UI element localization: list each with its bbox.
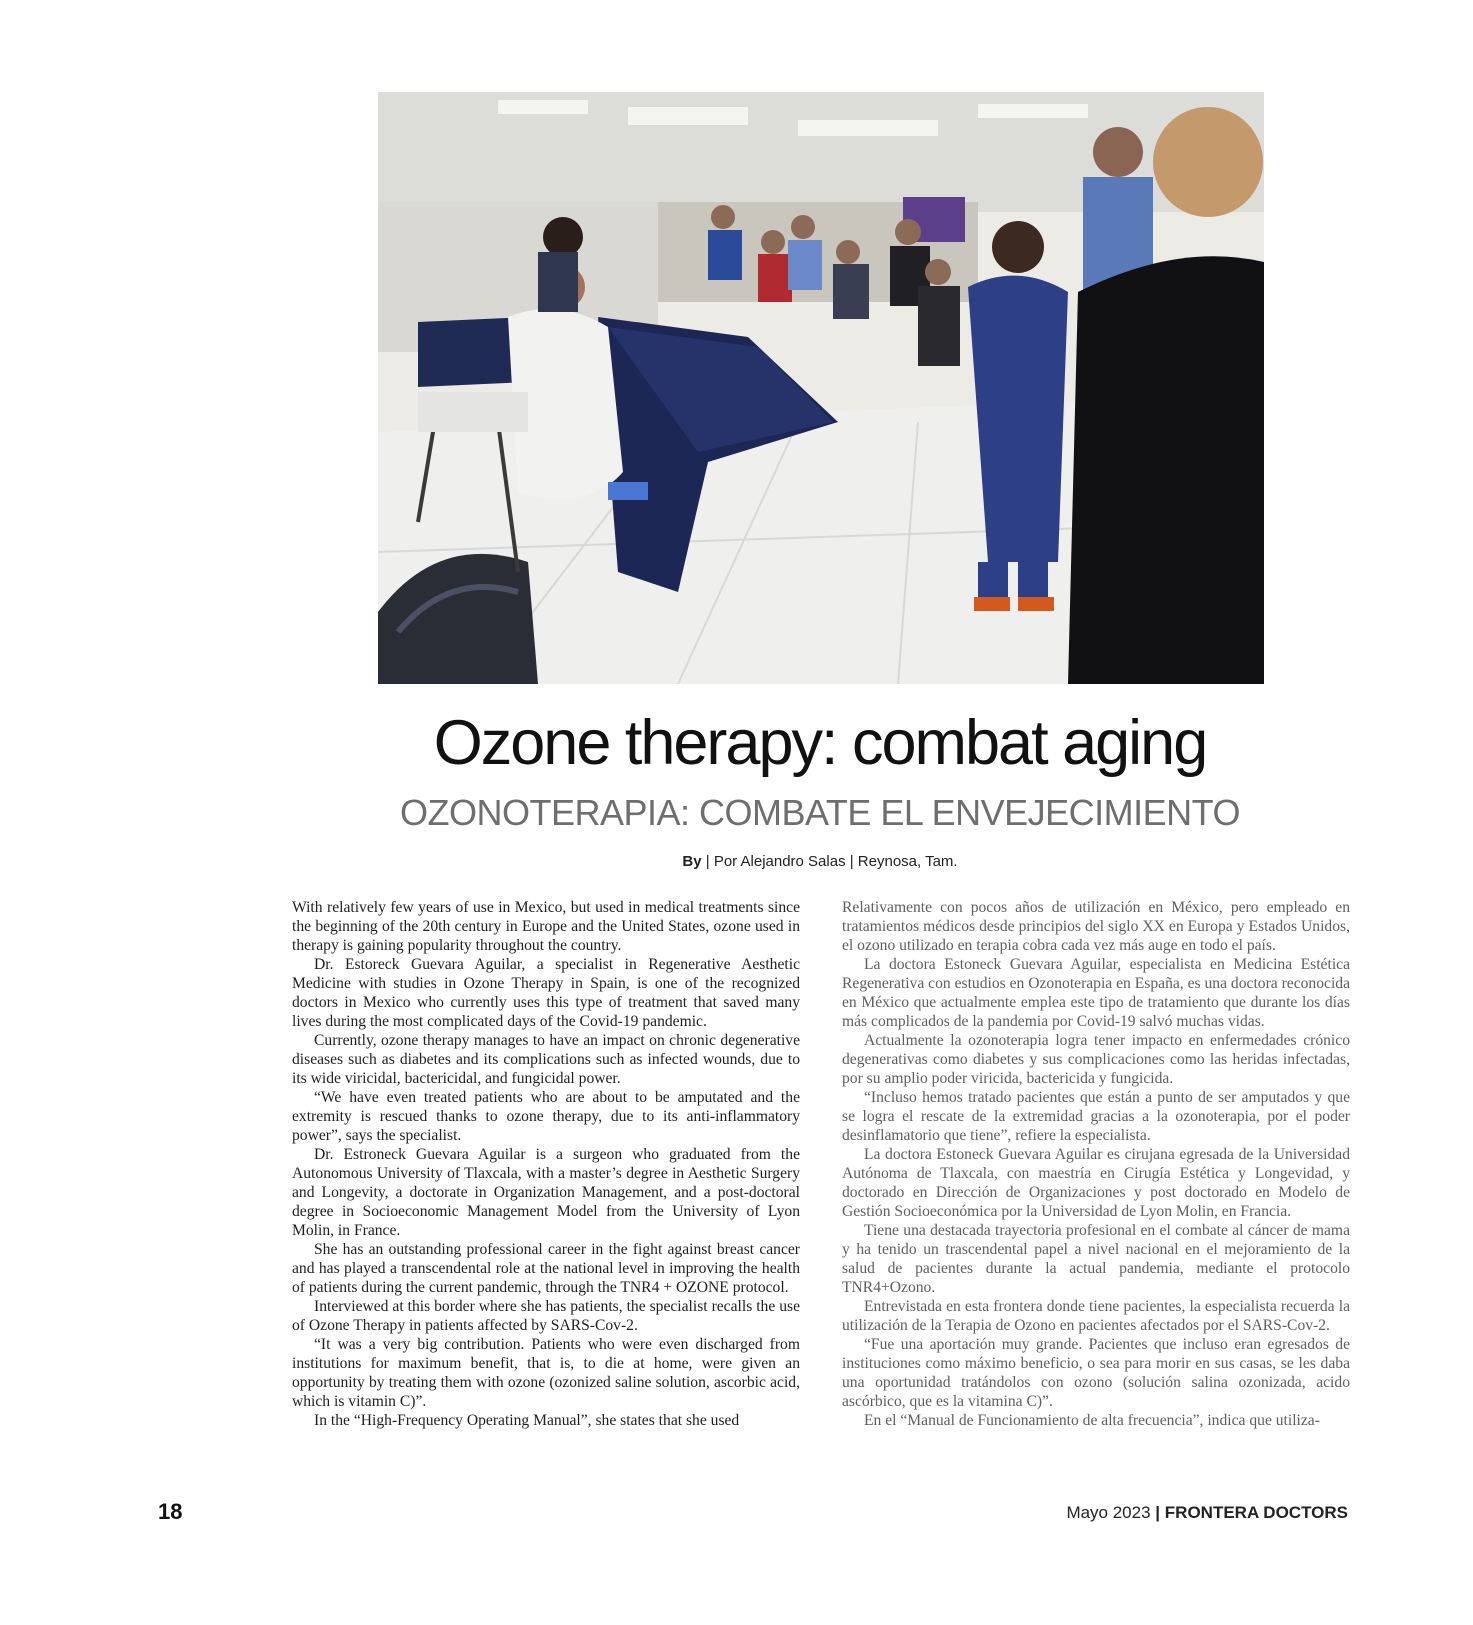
spanish-paragraph: Actualmente la ozonoterapia logra tener impacto en enfermedades crónico degenerativas como diabetes y sus complicaciones como las heridas infectadas, por su amplio poder viricida, bactericida y fungicida. [842,1032,1350,1087]
spanish-paragraph: “Fue una aportación muy grande. Pacientes que incluso eran egresados de instituciones como máximo beneficio, o sea para morir en sus casas, se les daba una oportunidad tratándolos con ozono (solución salina ozonizada, acido ascórbico, que es la vitamina C)”. [842,1336,1350,1410]
english-paragraph: She has an outstanding professional career in the fight against breast cancer and has played a transcendental role at the national level in improving the health of patients during the current pandemic, through the TNR4 + OZONE protocol. [292,1241,800,1296]
english-paragraph: “We have even treated patients who are about to be amputated and the extremity is rescued thanks to ozone therapy, due to its anti-inflammatory power”, says the specialist. [292,1089,800,1144]
footer-folio [1066,1503,1348,1523]
spanish-paragraph: Relativamente con pocos años de utilización en México, pero empleado en tratamientos médicos desde principios del siglo XX en Europa y Estados Unidos, el ozono utilizado en terapia cobra cada vez más auge en todo el país. [842,899,1350,954]
byline-author-location: | Por Alejandro Salas | Reynosa, Tam. [705,853,958,870]
byline [0,853,1473,870]
spanish-paragraph: La doctora Estoneck Guevara Aguilar, especialista en Medicina Estética Regenerativa con estudios en Ozonoterapia en España, es una doctora reconocida en México que actualmente emplea este tipo de tratamiento que durante los días más complicados de la pandemia por Covid-19 salvó muchas vidas. [842,956,1350,1030]
spanish-column [842,898,1350,1430]
english-paragraph: Dr. Estroneck Guevara Aguilar is a surgeon who graduated from the Autonomous University of Tlaxcala, with a master’s degree in Aesthetic Surgery and Longevity, a doctorate in Organization Management, and a post-doctoral degree in Socioeconomic Management Model from the University of Lyon Molin, in France. [292,1146,800,1239]
english-paragraph: Currently, ozone therapy manages to have an impact on chronic degenerative diseases such as diabetes and its complications such as infected wounds, due to its wide viricidal, bactericidal, and fungicidal power. [292,1032,800,1087]
subheadline: OZONOTERAPIA: COMBATE EL ENVEJECIMIENTO [400,792,1240,833]
headline: Ozone therapy: combat aging [433,708,1207,778]
issue-date: Mayo 2023 [1066,1503,1151,1522]
english-paragraph: “It was a very big contribution. Patients who were even discharged from institutions for maximum benefit, that is, to die at home, were given an opportunity by treating them with ozone (ozonized saline solution, ascorbic acid, which is vitamin C)”. [292,1336,800,1410]
byline-by: By [682,853,702,870]
english-paragraph: With relatively few years of use in Mexico, but used in medical treatments since the beginning of the 20th century in Europe and the United States, ozone used in therapy is gaining popularity throughout the country. [292,899,800,954]
photo-icon [378,92,1264,684]
publication-name: | FRONTERA DOCTORS [1155,1503,1348,1522]
english-paragraph: Interviewed at this border where she has patients, the specialist recalls the use of Ozone Therapy in patients affected by SARS-Cov-2. [292,1298,800,1334]
spanish-paragraph: La doctora Estoneck Guevara Aguilar es cirujana egresada de la Universidad Autónoma de Tlaxcala, con maestría en Cirugía Estética y Longevidad, y doctorado en Dirección de Organizaciones y post doctorado en Modelo de Gestión Socioeconómica por la Universidad de Lyon Molin, en Francia. [842,1146,1350,1220]
page-number: 18 [158,1499,183,1524]
spanish-paragraph: En el “Manual de Funcionamiento de alta frecuencia”, indica que utiliza- [864,1412,1320,1429]
english-column [292,898,800,1430]
english-paragraph: In the “High-Frequency Operating Manual”, she states that she used [314,1412,740,1429]
english-paragraph: Dr. Estoreck Guevara Aguilar, a specialist in Regenerative Aesthetic Medicine with studies in Ozone Therapy in Spain, is one of the recognized doctors in Mexico who currently uses this type of treatment that saved many lives during the most complicated days of the Covid-19 pandemic. [292,956,800,1030]
spanish-paragraph: “Incluso hemos tratado pacientes que están a punto de ser amputados y que se logra el rescate de la extremidad gracias a la ozonoterapia, por el poder desinflamatorio que tiene”, refiere la especialista. [842,1089,1350,1144]
spanish-paragraph: Tiene una destacada trayectoria profesional en el combate al cáncer de mama y ha tenido un trascendental papel a nivel nacional en el mejoramiento de la salud de pacientes durante la actual pandemia, mediante el protocolo TNR4+Ozono. [842,1222,1350,1296]
article-photo [378,92,1264,684]
spanish-paragraph: Entrevistada en esta frontera donde tiene pacientes, la especialista recuerda la utilización de la Terapia de Ozono en pacientes afectados por el SARS-Cov-2. [842,1298,1350,1334]
